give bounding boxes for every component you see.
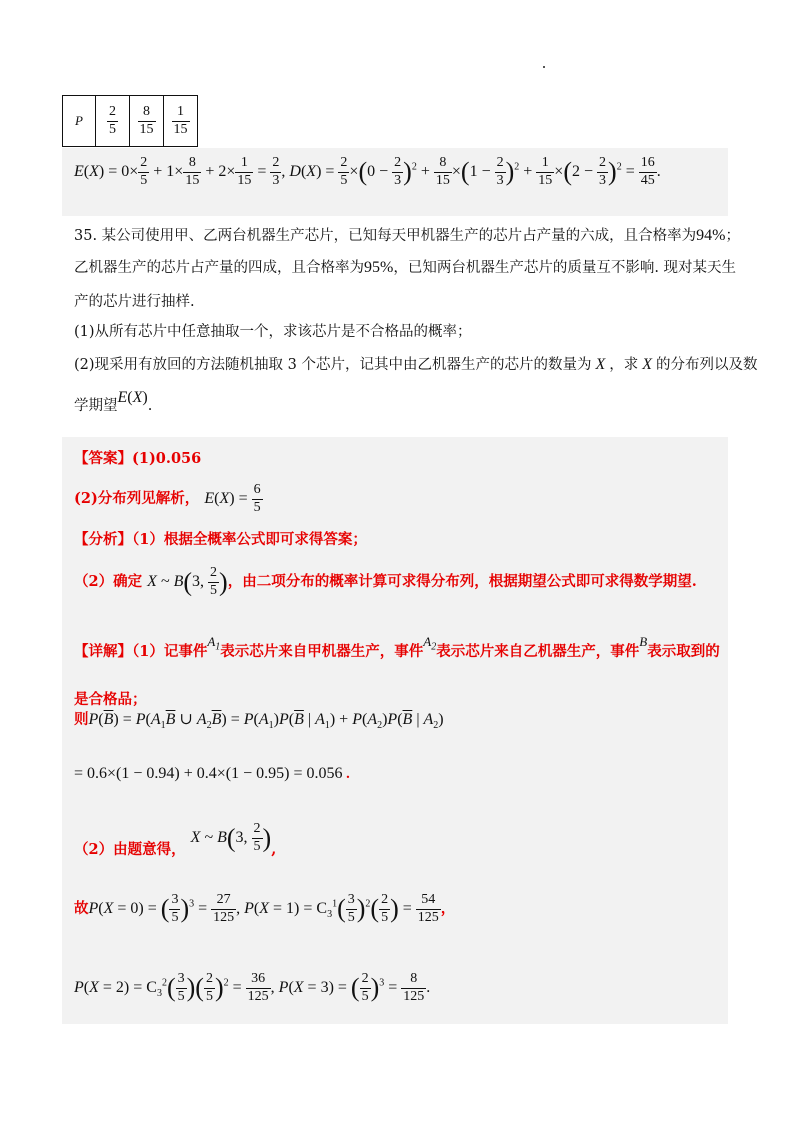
detail-part-2: （2）由题意得， X ~ B(3, $\frac{2}{5}$ ), bbox=[74, 821, 277, 858]
expectation-variance-formula: E(X) = 0× $\frac{2}{5}$ + 1× $\frac{8}{15}$ + 2× $\frac{1}{15}$ = $\frac{2}{3}$ , D(X) = $\frac{2}{5}$ ×(0 − $\frac{2}{3}$ )$^2$ + $\frac{8}{15}$ ×(1 − $\frac{2}{3}$ )$^2$ + $\frac{1}{15}$ ×(2 − $\frac{2}{3}$ )$^2$ = $\frac{16}{45}$ . bbox=[74, 155, 661, 188]
probability-line-1: 故P(X = 0) = ( $\frac{3}{5}$ )$^3$ = $\frac{27}{125}$ , $P(X = 1) = C_3^1$( $\frac{3}{5}$ )$^2$( $\frac{2}{5}$ ) = $\frac{54}{125}$ ， bbox=[74, 892, 456, 925]
question-2: (2)现采用有放回的方法随机抽取 3 个芯片，记其中由乙机器生产的芯片的数量为 X ，求 X 的分布列以及数 bbox=[74, 356, 758, 373]
detail-line-1: 【详解】（1）记事件$A_1$表示芯片来自甲机器生产，事件$A_2$表示芯片来自乙机器生产，事件B表示取到的 bbox=[74, 634, 720, 660]
probability-line-2: $P(X = 2) = C_3^2$( $\frac{3}{5}$ )( $\frac{2}{5}$ )$^2$ = $\frac{36}{125}$ , P(X = 3) = ( $\frac{2}{5}$ )$^3$ = $\frac{8}{125}$ . bbox=[74, 971, 431, 1004]
analysis-line-2: （2）确定 X ~ B(3, $\frac{2}{5}$ )，由二项分布的概率计算可求得分布列，根据期望公式即可求得数学期望. bbox=[74, 565, 697, 598]
total-probability-formula: 则$P(\overline{B}) = P(A_1\overline{B}$ ∪ $A_2\overline{B}) = P(A_1)P(\overline{B}$ | $A_1) + P(A_2)P(\overline{B}$ | $A_2$) bbox=[74, 711, 444, 732]
table-cell: $\frac{8}{15}$ bbox=[130, 96, 164, 147]
decorative-dot bbox=[543, 66, 545, 68]
detail-line-2: 是合格品； bbox=[74, 691, 147, 708]
analysis-line-1: 【分析】（1）根据全概率公式即可求得答案； bbox=[74, 531, 367, 548]
answer-label: 【答案】(1)0.056 bbox=[74, 450, 202, 467]
table-label: P bbox=[63, 96, 96, 147]
question-1: (1)从所有芯片中任意抽取一个，求该芯片是不合格品的概率； bbox=[74, 324, 472, 340]
problem-line-2: 乙机器生产的芯片占产量的四成，且合格率为95%，已知两台机器生产芯片的质量互不影响. 现对某天生 bbox=[74, 259, 737, 276]
problem-line-1: 35. 某公司使用甲、乙两台机器生产芯片，已知每天甲机器生产的芯片占产量的六成，且合格率为94%； bbox=[74, 227, 740, 244]
table-cell: $\frac{2}{5}$ bbox=[96, 96, 130, 147]
calculation-line: = 0.6×(1 − 0.94) + 0.4×(1 − 0.95) = 0.056 . bbox=[74, 765, 350, 782]
answer-line-2: (2)分布列见解析， E(X) = $\frac{6}{5}$ bbox=[74, 482, 261, 515]
table-cell: $\frac{1}{15}$ bbox=[164, 96, 198, 147]
question-2-cont: 学期望E(X). bbox=[74, 389, 153, 414]
distribution-table bbox=[62, 95, 198, 147]
problem-line-3: 产的芯片进行抽样. bbox=[74, 294, 195, 310]
